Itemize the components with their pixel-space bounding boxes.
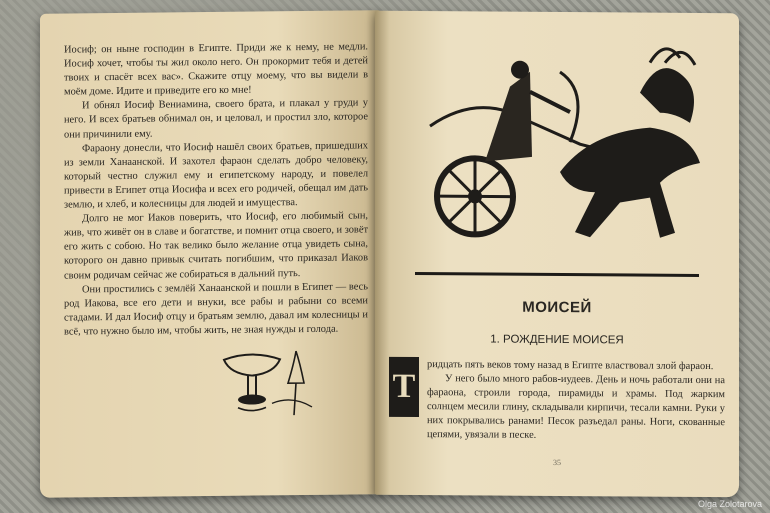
cup-and-lotus-illustration	[212, 333, 322, 419]
photographer-watermark: Olga Zolotarova	[697, 499, 762, 509]
chapter-title: МОИСЕЙ	[522, 298, 592, 317]
left-paragraph: Иосиф; он ныне господин в Египте. Приди же к нему, не медли. Иосиф хочет, чтобы ты жил около него. Он прокормит тебя и детей твоих и спасёт всех вас». Скажите отцу моему, что вы видели в моём доме. Идите и приведите его ко мне!	[64, 41, 368, 98]
open-book	[40, 12, 740, 512]
right-paragraph: ридцать пять веков тому назад в Египте властвовал злой фараон.	[427, 359, 714, 373]
left-paragraph: Они простились с землёй Ханаанской и пошли в Египет — весь род Иакова, все его дети и внуки, все рабы и рабыни со всеми стадами. И дал Иосиф отцу и братьям землю, давал им колесницы и всё, что нужно было им, чтобы жить, не зная нужды и голода.	[64, 280, 368, 338]
drop-cap: Т	[389, 357, 419, 417]
right-page-text	[427, 358, 725, 445]
right-paragraph: У него было много рабов-иудеев. День и ночь работали они на фараона, строили города, пирамиды и храмы. Под жарким солнцем месили глину, складывали кирпичи, тесали камни. Руки у них покрывались ранами! Песок разъедал раны. Ноги, скованные цепями, увязали в песке.	[427, 373, 725, 442]
page-number: 35	[553, 457, 561, 468]
right-page	[375, 11, 739, 498]
left-page	[40, 10, 380, 498]
chariot-illustration	[420, 31, 710, 278]
left-page-text	[64, 40, 368, 339]
section-title: 1. РОЖДЕНИЕ МОИСЕЯ	[490, 333, 624, 347]
left-paragraph: Долго не мог Иаков поверить, что Иосиф, его любимый сын, жив, что живёт он в славе и богатстве, и помнит отца своего, и зовёт его жить с собою. Но так велико было желание отца увидеть сына, которого он давно привык считать погибшим, что приказал Иаков своим родичам сейчас же собираться в дальний путь.	[64, 210, 368, 282]
left-paragraph: Фараону донесли, что Иосиф нашёл своих братьев, пришедших из земли Ханаанской. И захотел фараон сделать добро человеку, который честно служил ему и египетскому народу, и повелел привести в Египет отца Иосифа и всех его родичей, обещал им дать землю, и хлеб, и колесницы для людей и имущества.	[64, 140, 368, 211]
left-paragraph: И обнял Иосиф Вениамина, своего брата, и плакал у груди у него. И всех братьев обнимал он, и целовал, и простил зло, которое они причинили ему.	[64, 97, 368, 141]
